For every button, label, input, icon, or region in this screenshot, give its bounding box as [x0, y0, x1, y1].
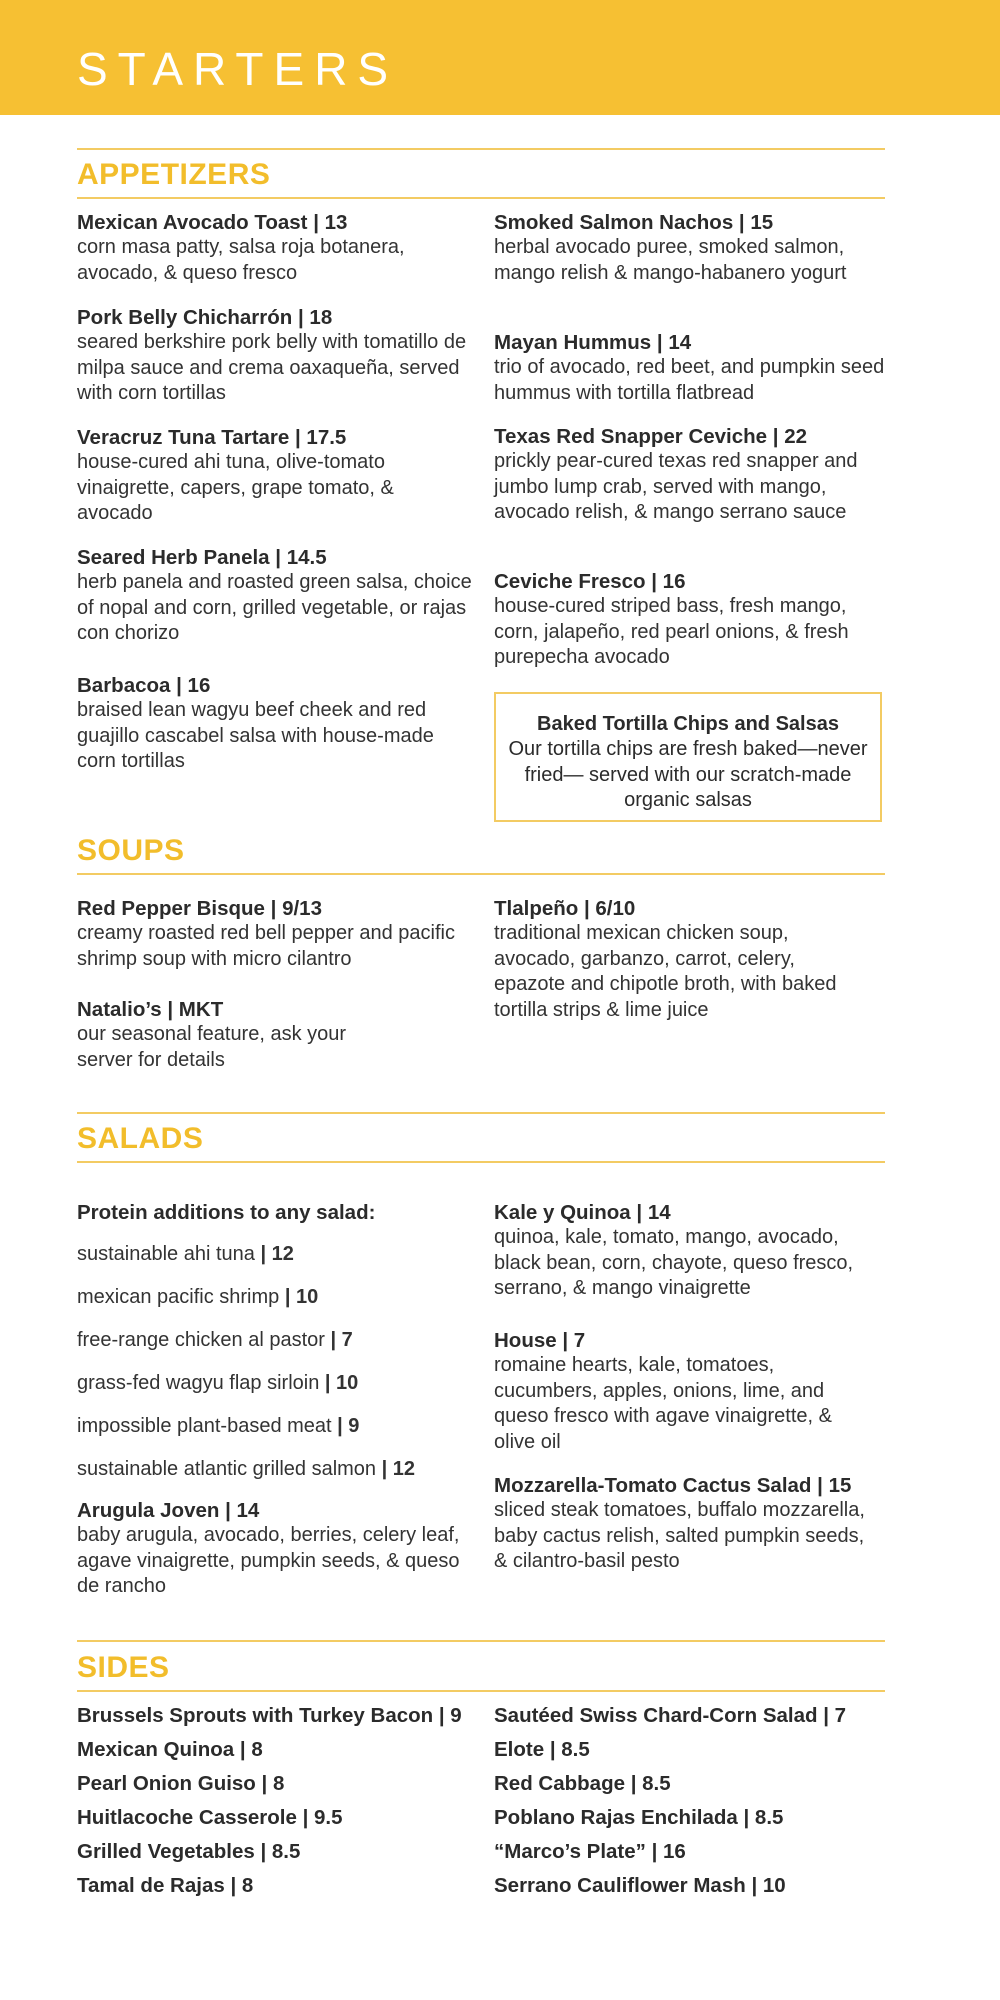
- item-description: traditional mexican chicken soup, avocado, garbanzo, carrot, celery, epazote and chipotle broth, with baked tortilla strips & lime juice: [494, 922, 837, 1021]
- item-name: Ceviche Fresco | 16: [494, 570, 686, 593]
- protein-addition: [77, 1329, 353, 1352]
- menu-item: [494, 1328, 889, 1455]
- side-item: Brussels Sprouts with Turkey Bacon | 9: [77, 1704, 462, 1727]
- item-name: Smoked Salmon Nachos | 15: [494, 211, 774, 234]
- section-rule: [77, 197, 885, 199]
- section-rule: [77, 148, 885, 150]
- protein-price: | 7: [330, 1329, 353, 1351]
- side-item: Serrano Cauliflower Mash | 10: [494, 1874, 786, 1897]
- protein-name: free-range chicken al pastor: [77, 1329, 325, 1351]
- side-item: Mexican Quinoa | 8: [77, 1738, 263, 1761]
- chips-callout-box: [494, 692, 882, 822]
- side-item: Tamal de Rajas | 8: [77, 1874, 254, 1897]
- side-item: Elote | 8.5: [494, 1738, 590, 1761]
- protein-price: | 10: [324, 1372, 359, 1394]
- section-rule: [77, 1690, 885, 1692]
- menu-item: [494, 424, 889, 526]
- item-description: our seasonal feature, ask your server for details: [77, 1023, 347, 1071]
- menu-item: [77, 425, 472, 527]
- menu-item: [77, 210, 472, 286]
- protein-name: impossible plant-based meat: [77, 1415, 332, 1437]
- item-description: creamy roasted red bell pepper and pacific shrimp soup with micro cilantro: [77, 922, 455, 970]
- section-rule: [77, 1112, 885, 1114]
- menu-item: [494, 896, 889, 1023]
- menu-item: [494, 210, 889, 286]
- protein-name: sustainable atlantic grilled salmon: [77, 1458, 377, 1480]
- side-item: Poblano Rajas Enchilada | 8.5: [494, 1806, 784, 1829]
- protein-addition: [77, 1458, 415, 1481]
- section-rule: [77, 1640, 885, 1642]
- protein-price: | 12: [381, 1458, 416, 1480]
- item-name: Natalio’s | MKT: [77, 998, 224, 1021]
- item-description: seared berkshire pork belly with tomatillo de milpa sauce and crema oaxaqueña, served with corn tortillas: [77, 331, 467, 404]
- section-rule: [77, 873, 885, 875]
- side-item: Sautéed Swiss Chard-Corn Salad | 7: [494, 1704, 847, 1727]
- item-name: Mexican Avocado Toast | 13: [77, 211, 348, 234]
- item-description: corn masa patty, salsa roja botanera, avocado, & queso fresco: [77, 236, 405, 284]
- protein-addition: [77, 1415, 359, 1438]
- protein-price: | 12: [260, 1243, 294, 1265]
- menu-item: [77, 1498, 472, 1600]
- item-name: Kale y Quinoa | 14: [494, 1201, 671, 1224]
- protein-price: | 9: [337, 1415, 360, 1437]
- protein-addition: [77, 1286, 318, 1309]
- menu-item: [77, 896, 472, 972]
- side-item: “Marco’s Plate” | 16: [494, 1840, 686, 1863]
- menu-item: [77, 997, 472, 1073]
- side-item: Grilled Vegetables | 8.5: [77, 1840, 301, 1863]
- item-description: herbal avocado puree, smoked salmon, mango relish & mango-habanero yogurt: [494, 236, 847, 284]
- item-description: braised lean wagyu beef cheek and red guajillo cascabel salsa with house-made corn tortillas: [77, 699, 434, 772]
- item-name: Barbacoa | 16: [77, 674, 211, 697]
- callout-title: Baked Tortilla Chips and Salsas: [537, 713, 839, 735]
- section-title-sides: SIDES: [77, 1651, 170, 1684]
- menu-item: [494, 330, 889, 406]
- item-description: baby arugula, avocado, berries, celery leaf, agave vinaigrette, pumpkin seeds, & queso de rancho: [77, 1524, 460, 1597]
- item-description: herb panela and roasted green salsa, choice of nopal and corn, grilled vegetable, or rajas con chorizo: [77, 571, 472, 644]
- protein-addition: [77, 1243, 294, 1266]
- menu-item: [77, 305, 472, 407]
- page-title: STARTERS: [77, 43, 399, 95]
- menu-item: [77, 545, 472, 647]
- callout-text: Our tortilla chips are fresh baked—never fried— served with our scratch-made organic salsas: [508, 738, 868, 811]
- side-item: Huitlacoche Casserole | 9.5: [77, 1806, 343, 1829]
- item-description: sliced steak tomatoes, buffalo mozzarella, baby cactus relish, salted pumpkin seeds, & cilantro-basil pesto: [494, 1499, 865, 1572]
- menu-item: [494, 1473, 889, 1575]
- header-banner: [0, 0, 1000, 115]
- item-description: prickly pear-cured texas red snapper and jumbo lump crab, served with mango, avocado relish, & mango serrano sauce: [494, 450, 858, 523]
- item-name: Arugula Joven | 14: [77, 1499, 260, 1522]
- section-title-soups: SOUPS: [77, 834, 185, 867]
- item-name: Mozzarella-Tomato Cactus Salad | 15: [494, 1474, 852, 1497]
- menu-item: [494, 569, 889, 671]
- item-name: Seared Herb Panela | 14.5: [77, 546, 327, 569]
- side-item: Pearl Onion Guiso | 8: [77, 1772, 285, 1795]
- section-title-appetizers: APPETIZERS: [77, 158, 271, 191]
- protein-price: | 10: [284, 1286, 319, 1308]
- item-description: romaine hearts, kale, tomatoes, cucumbers, apples, onions, lime, and queso fresco with agave vinaigrette, & olive oil: [494, 1354, 832, 1453]
- protein-addition: [77, 1372, 358, 1395]
- item-description: quinoa, kale, tomato, mango, avocado, black bean, corn, chayote, queso fresco, serrano, & mango vinaigrette: [494, 1226, 854, 1299]
- item-name: Tlalpeño | 6/10: [494, 897, 636, 920]
- item-description: trio of avocado, red beet, and pumpkin seed hummus with tortilla flatbread: [494, 356, 885, 404]
- item-description: house-cured striped bass, fresh mango, corn, jalapeño, red pearl onions, & fresh purepecha avocado: [494, 595, 849, 668]
- section-title-salads: SALADS: [77, 1122, 204, 1155]
- item-name: Texas Red Snapper Ceviche | 22: [494, 425, 807, 448]
- item-name: Pork Belly Chicharrón | 18: [77, 306, 333, 329]
- protein-additions-heading: Protein additions to any salad:: [77, 1201, 376, 1224]
- side-item: Red Cabbage | 8.5: [494, 1772, 671, 1795]
- menu-item: [494, 1200, 889, 1302]
- item-name: Veracruz Tuna Tartare | 17.5: [77, 426, 347, 449]
- protein-name: sustainable ahi tuna: [77, 1243, 255, 1265]
- item-name: Mayan Hummus | 14: [494, 331, 692, 354]
- section-rule: [77, 1161, 885, 1163]
- item-name: Red Pepper Bisque | 9/13: [77, 897, 322, 920]
- protein-name: grass-fed wagyu flap sirloin: [77, 1372, 320, 1394]
- item-name: House | 7: [494, 1329, 586, 1352]
- menu-item: [77, 673, 472, 775]
- protein-name: mexican pacific shrimp: [77, 1286, 280, 1308]
- item-description: house-cured ahi tuna, olive-tomato vinaigrette, capers, grape tomato, & avocado: [77, 451, 394, 524]
